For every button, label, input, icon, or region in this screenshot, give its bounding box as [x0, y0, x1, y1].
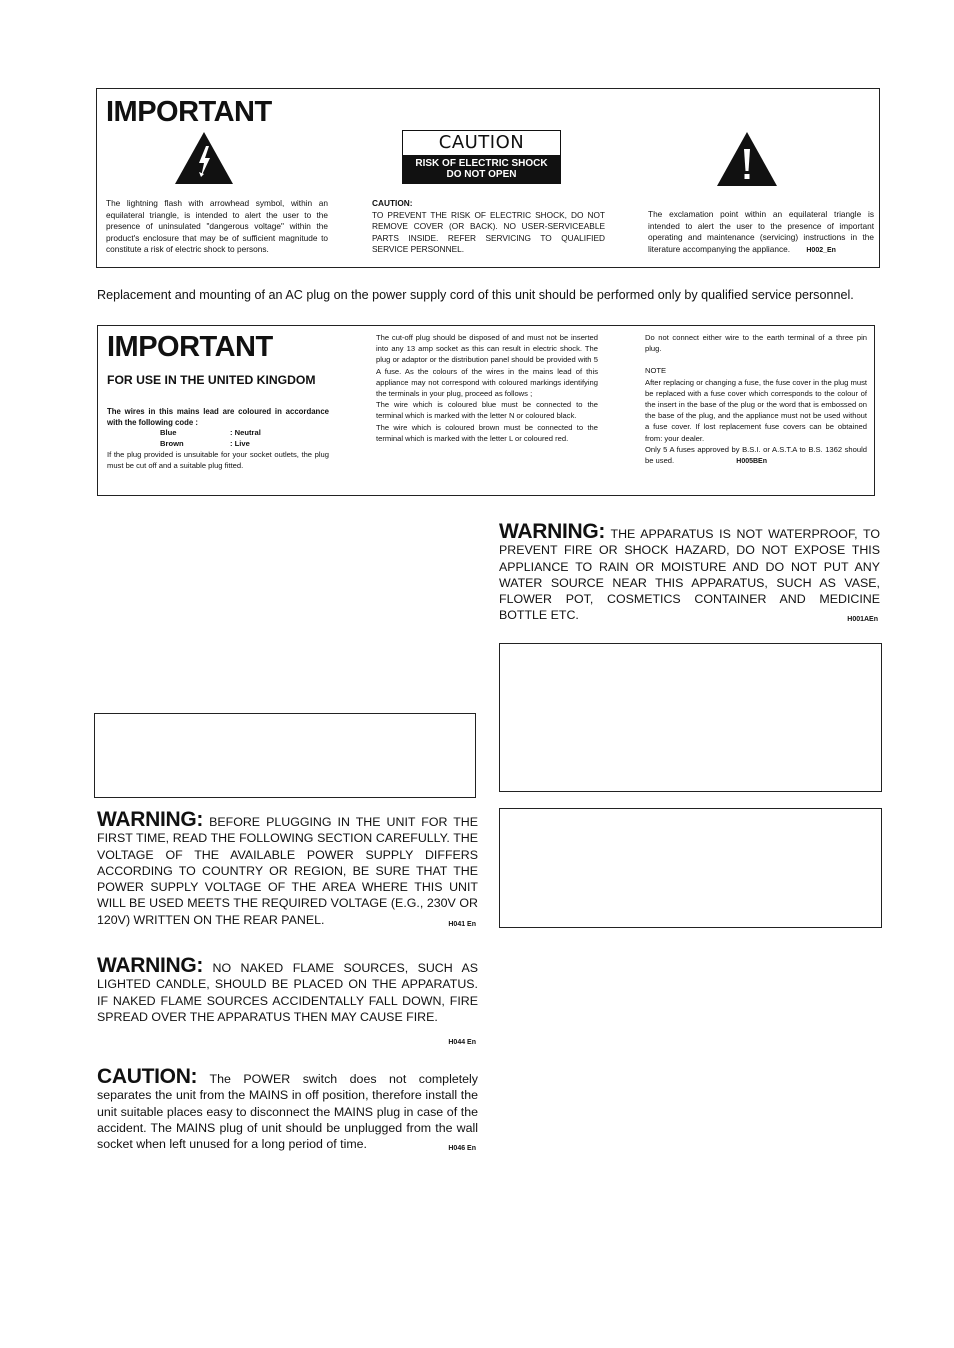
important-uk-title: IMPORTANT [107, 331, 273, 363]
important-box-uk [97, 325, 875, 496]
caution-description [372, 198, 605, 256]
warning-flame-text: NO NAKED FLAME SOURCES, SUCH AS LIGHTED CANDLE, SHOULD BE PLACED ON THE APPARATUS. IF NAKED FLAME SOURCES ACCIDENTALLY FALL DOWN, FIRE SPREAD OVER THE APPARATUS THEN MAY CAUSE FIRE. [97, 961, 478, 1024]
wires-intro: The wires in this mains lead are coloured in accordance with the following code : [107, 407, 329, 427]
caution-label: CAUTION [403, 131, 560, 156]
caution-label-box [402, 130, 561, 184]
cutoff-plug-text: The cut-off plug should be disposed of and must not be inserted into any 13 amp socket as this can result in electric shock. The plug or adaptor or the distribution panel should be provided with 5 A fuse. As the colours of the wires in the mains lead of this appliance may not correspond with coloured markings identifying the terminals in your plug, proceed as follows ; [376, 333, 598, 399]
note-label: NOTE [645, 366, 667, 376]
brown-label: Brown [160, 438, 184, 448]
warning-flame [97, 954, 478, 1025]
blue-label: Blue [160, 428, 177, 437]
caution-description-text: TO PREVENT THE RISK OF ELECTRIC SHOCK, DO NOT REMOVE COVER (OR BACK). NO USER-SERVICEABLE PARTS INSIDE. REFER SERVICING TO QUALIFIED SERVICE PERSONNEL. [372, 209, 605, 254]
earth-terminal-text: Do not connect either wire to the earth terminal of a three pin plug. [645, 333, 867, 354]
brown-wire-text: The wire which is coloured brown must be connected to the terminal which is marked with the letter L or coloured red. [376, 422, 598, 443]
warning-voltage [97, 808, 478, 928]
plug-unsuitable-text: If the plug provided is unsuitable for your socket outlets, the plug must be cut off and a suitable plug fitted. [107, 450, 329, 470]
lightning-triangle-icon [175, 132, 233, 184]
caution-power-text: The POWER switch does not completely separates the unit from the MAINS in off position, therefore install the unit suitable places easy to disconnect the MAINS plug in case of the accident. The MAINS plug of unit should be unplugged from the wall socket when left unused for a long period of time. [97, 1072, 478, 1152]
uk-subtitle: FOR USE IN THE UNITED KINGDOM [107, 373, 316, 387]
caution-sub-line2: DO NOT OPEN [446, 169, 517, 180]
caution-power-code: H046 En [448, 1145, 476, 1152]
caution-description-head: CAUTION: [372, 198, 413, 208]
important-title: IMPORTANT [106, 96, 272, 128]
caution-power [97, 1065, 478, 1152]
warning-waterproof [499, 520, 880, 624]
uk-middle-column [376, 332, 598, 444]
warning-voltage-head: WARNING: [97, 808, 204, 831]
warning-waterproof-text: THE APPARATUS IS NOT WATERPROOF, TO PREVENT FIRE OR SHOCK HAZARD, DO NOT EXPOSE THIS APPLIANCE TO RAIN OR MOISTURE AND DO NOT PUT ANY WATER SOURCE NEAR THIS APPARATUS, SUCH AS VASE, FLOWER POT, COSMETICS CONTAINER AND MEDICINE BOTTLE ETC. [499, 527, 880, 623]
warning-voltage-code: H041 En [448, 921, 476, 928]
box2-code: H005BEn [736, 458, 767, 466]
exclamation-description-text: The exclamation point within an equilateral triangle is intended to alert the user to the presence of important operating and maintenance (servicing) instructions in the literature accompanying the appliance. [648, 209, 874, 254]
warning-flame-head: WARNING: [97, 954, 204, 977]
replacement-notice: Replacement and mounting of an AC plug on the power supply cord of this unit should be performed only by qualified service personnel. [97, 288, 854, 302]
empty-notice-box-left [94, 713, 476, 798]
blue-value: : Neutral [230, 428, 261, 437]
blue-wire-text: The wire which is coloured blue must be connected to the terminal which is marked with the letter N or coloured black. [376, 400, 598, 421]
caution-sub-line1: RISK OF ELECTRIC SHOCK [415, 158, 548, 169]
warning-voltage-text: BEFORE PLUGGING IN THE UNIT FOR THE FIRST TIME, READ THE FOLLOWING SECTION CAREFULLY. THE VOLTAGE OF THE AVAILABLE POWER SUPPLY DIFFERS ACCORDING TO COUNTRY OR REGION, BE SURE THAT THE POWER SUPPLY VOLTAGE OF THE AREA WHERE THIS UNIT WILL BE USED MEETS THE REQUIRED VOLTAGE (E.G., 230V OR 120V) WRITTEN ON THE REAR PANEL. [97, 815, 478, 927]
warning-waterproof-code: H001AEn [847, 616, 878, 623]
caution-power-head: CAUTION: [97, 1065, 198, 1088]
brown-value: : Live [230, 438, 250, 448]
warning-waterproof-head: WARNING: [499, 520, 606, 543]
warning-flame-code: H044 En [448, 1039, 476, 1046]
important-box-symbols [96, 88, 880, 268]
uk-wires-column [107, 407, 329, 471]
empty-notice-box-2 [499, 808, 882, 928]
fuse-approval-text: Only 5 A fuses approved by B.S.I. or A.S.T.A to B.S. 1362 should be used. [645, 444, 867, 466]
lightning-description: The lightning flash with arrowhead symbol, within an equilateral triangle, is intended to alert the user to the presence of uninsulated "dangerous voltage" within the product's enclosure that may be of sufficient magnitude to constitute a risk of electric shock to persons. [106, 198, 328, 254]
empty-notice-box-1 [499, 643, 882, 792]
exclamation-description [648, 209, 874, 256]
uk-right-column [645, 332, 867, 467]
exclamation-triangle-icon [717, 132, 777, 186]
box1-code: H002_En [806, 246, 836, 254]
fuse-cover-text: After replacing or changing a fuse, the fuse cover in the plug must be replaced with a fuse cover which corresponds to the colour of the insert in the base of the plug or the word that is embossed on the base of the plug, and the appliance must not be used without a fuse cover. If lost replacement fuse covers can be obtained from: your dealer. [645, 377, 867, 443]
